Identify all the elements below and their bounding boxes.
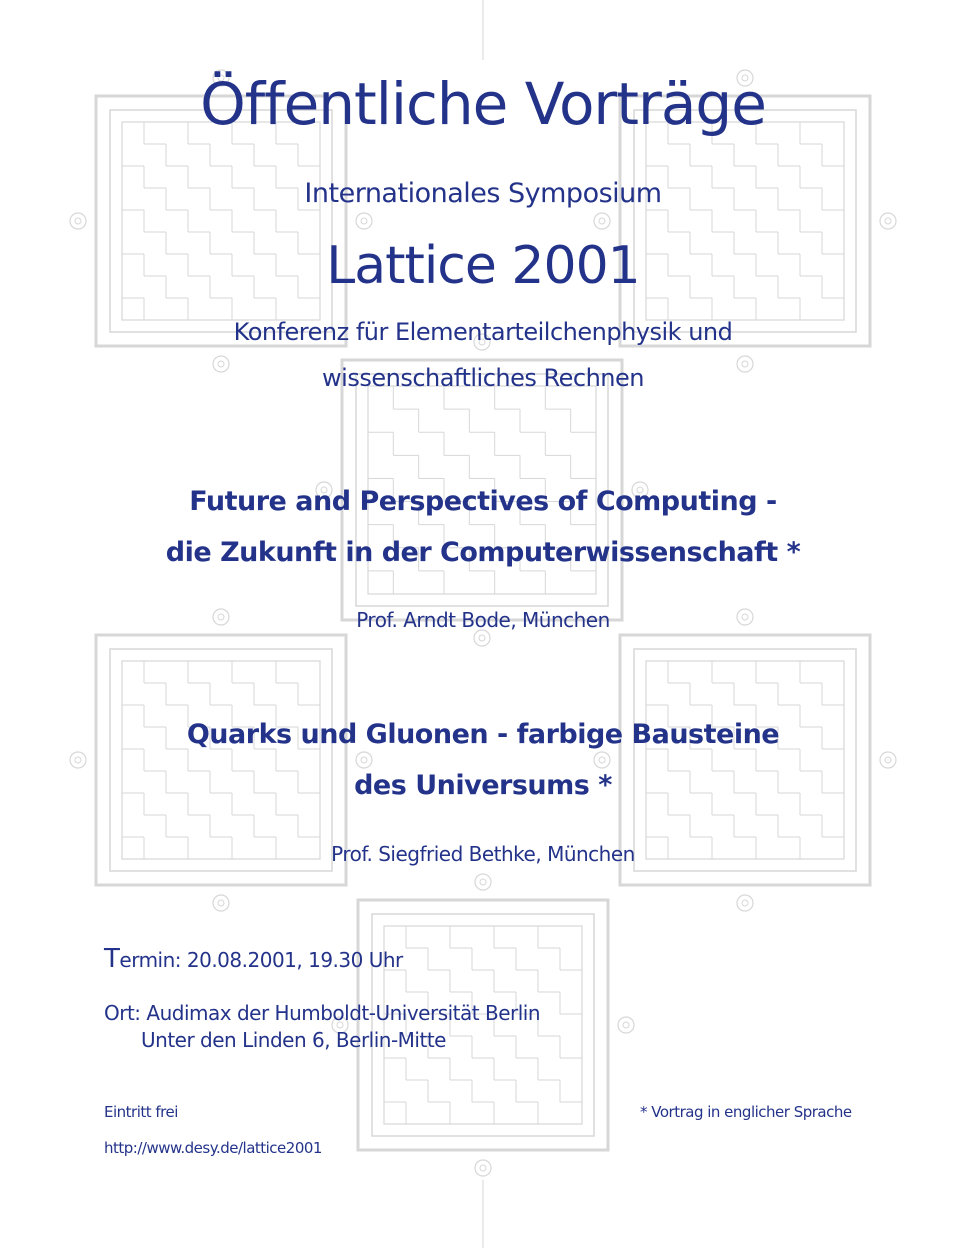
talk2-title-line2: des Universums *	[354, 770, 612, 801]
website-url: http://www.desy.de/lattice2001	[104, 1139, 322, 1157]
talk1-speaker: Prof. Arndt Bode, München	[356, 608, 610, 632]
conference-description-line2: wissenschaftliches Rechnen	[322, 364, 644, 392]
venue-line1: Ort: Audimax der Humboldt-Universität Berlin	[104, 1001, 541, 1025]
conference-description-line1: Konferenz für Elementarteilchenphysik und	[233, 318, 733, 346]
symposium-subtitle: Internationales Symposium	[304, 178, 662, 209]
venue-line2: Unter den Linden 6, Berlin-Mitte	[141, 1028, 446, 1052]
language-note: * Vortrag in englicher Sprache	[640, 1103, 852, 1121]
main-title: Öffentliche Vorträge	[200, 70, 766, 138]
talk2-speaker: Prof. Siegfried Bethke, München	[331, 842, 635, 866]
talk1-title-line2: die Zukunft in der Computerwissenschaft *	[165, 537, 801, 568]
event-date-time	[104, 944, 403, 974]
admission-note: Eintritt frei	[104, 1103, 178, 1121]
talk2-title-line1: Quarks und Gluonen - farbige Bausteine	[186, 719, 780, 750]
termin-text: ermin: 20.08.2001, 19.30 Uhr	[119, 948, 403, 972]
termin-initial: T	[104, 944, 120, 974]
talk1-title-line1: Future and Perspectives of Computing -	[189, 486, 777, 517]
event-title: Lattice 2001	[326, 236, 640, 296]
